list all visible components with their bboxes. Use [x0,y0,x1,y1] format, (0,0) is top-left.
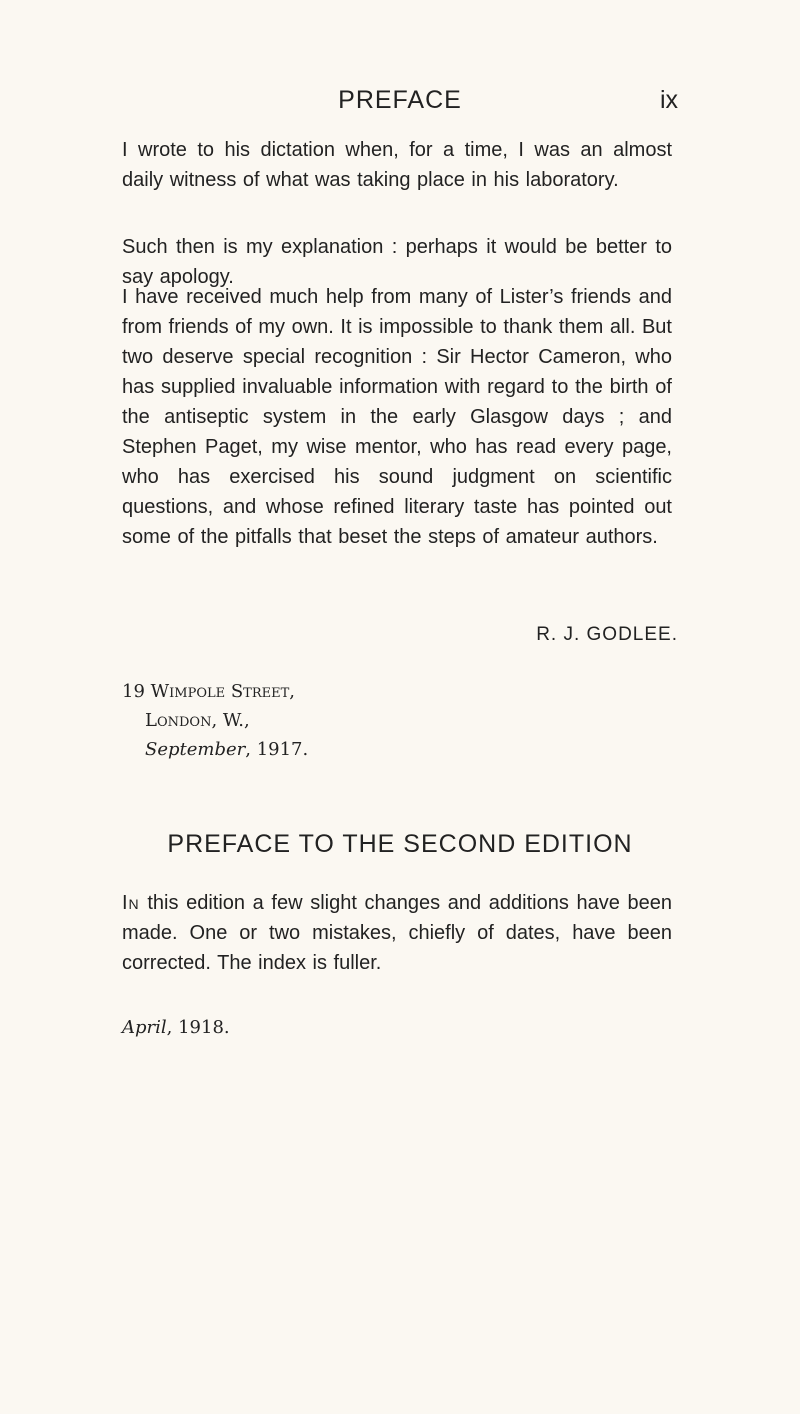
paragraph-dictation: I wrote to his dictation when, for a time, I was an almost daily witness of what was taking place in his laboratory. [122,139,672,191]
second-edition-text: this edition a few slight changes and additions have been made. One or two mistakes, chiefly of dates, have been corrected. The index is fuller. [122,892,672,974]
page-title: PREFACE [338,86,462,114]
second-edition-date-month: April [122,1017,167,1038]
address-date-year: , 1917. [245,739,309,760]
author-address [122,677,308,764]
address-city: London, W., [145,710,250,731]
paragraph-explanation: Such then is my explanation : perhaps it would be better to say apology. [122,236,672,288]
running-head [0,86,800,118]
address-date-month: September [145,739,246,760]
second-edition-heading: PREFACE TO THE SECOND EDITION [167,830,633,858]
paragraph-acknowledgements: I have received much help from many of Lister’s friends and from friends of my own. It is impossible to thank them all. But two deserve special recognition : Sir Hector Cameron, who has supplied invaluable information with regard to the birth of the antiseptic system in the early Glasgow days ; and Stephen Paget, my wise mentor, who has read every page, who has exercised his sound judgment on scientific questions, and whose refined literary taste has pointed out some of the pitfalls that beset the steps of amateur authors. [122,286,672,548]
second-edition-date-year: , 1918. [166,1017,230,1038]
second-edition-paragraph [122,888,672,978]
second-edition-date [122,1017,230,1038]
second-edition-lead-word: In [122,892,140,914]
address-street: 19 Wimpole Street, [122,681,295,702]
page-number: ix [659,86,678,114]
address-date [122,735,308,764]
author-signature: R. J. GODLEE. [536,624,678,645]
